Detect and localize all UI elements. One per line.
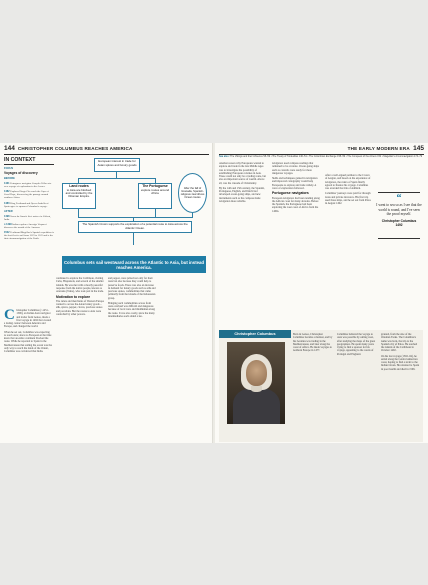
quote-author: Christopher Columbus <box>381 218 417 223</box>
flow-diagram <box>58 157 208 251</box>
focus-label: FOCUS <box>4 167 14 170</box>
drop-cap: C <box>4 307 15 323</box>
diagram-top-box: European interest in trade for Asian spices and luxury goods <box>94 158 140 172</box>
portuguese-box: The Portuguese explore routes around Africa <box>138 183 172 209</box>
motivation-subhead: Motivation to explore <box>56 294 91 299</box>
pull-quote <box>376 195 422 227</box>
left-running-head <box>4 145 133 152</box>
right-column-3: After a well-argued petition to the Crown of Aragón, and based on the experience of navigators, the rulers of Spain finally agreed to finance his voyage. Columbus was awarded the title of Admiral. Columbus' journeys were paid for through loans and private investors. His first trip used three ships, and he set out from Palos in August 1492. <box>325 174 371 205</box>
quote-text: I went to sea so as I see that the world is round, and I've seen the proof myself. <box>376 203 422 216</box>
left-page <box>0 143 213 443</box>
bio-column-3: granted, from the size of the Ottoman Turks. The Columbus's name was born, the trip to the Spanish city of Palos. He reached the islands of the Caribbean in October 1492. On his last voyage (1502–04), he sailed along the Central American coast, hoping to find a strait to the Indian Ocean. He returned to Spain in poor health and died in 1506. <box>381 333 420 371</box>
in-context-heading: IN CONTEXT <box>4 157 54 165</box>
portuguese-subhead: Portuguese navigators <box>272 191 309 196</box>
spanish-zeal-circle: After the fall of Granada, Spanish-religious zeal drives Ocean routes <box>178 173 207 213</box>
quote-rule-bottom <box>378 238 420 239</box>
timeline-entry: 1522 Ferdinand Magellan's Spanish expedition is the first fleet to sail from 1519 to 1522 and is the first circumnavigation of the Earth. <box>4 231 54 241</box>
see-also-line: See also: The Vikings and their influence 58–59 • The Treaty of Tordesillas 146–51 • The Columbian Exchange 158–59 • The Conquest of the Aztecs 152 • Magellan's circumnavigation 174–79 <box>219 155 423 158</box>
spanish-crown-box: The Spanish Crown supports the exploration of a potential route to Asia across the Atlantic Ocean. <box>78 221 192 233</box>
right-running-head <box>348 145 424 152</box>
timeline-entry: 1431 Portuguese navigator Gonçalo Velho sets on a voyage of exploration to the Azores. <box>4 182 52 189</box>
right-column-1: Another reason why Europeans wanted to explore and trade in the late Middle Ages was to investigate the possibility of establishing European colonies in Asia. These could not only be a trading route, but also an important source of wealth. Above all, was the crusade of Christianity. By the 14th and 15th century, the Spanish, Portuguese, English, and Dutch had developed ocean-going ships, and new instruments such as the compass made navigation more reliable. <box>219 162 266 203</box>
timeline-entry: c.1499 Italian explorer Amerigo Vespucci discovers the mouth of the Amazon. <box>4 222 47 229</box>
conclusion-banner: Columbus sets sail westward across the Atlantic to Asia, but instead reaches America. <box>62 256 206 273</box>
connector <box>78 217 193 218</box>
connector <box>78 178 156 179</box>
before-label: BEFORE <box>4 177 15 180</box>
connector <box>155 209 156 217</box>
body-column-1: Christopher Columbus (c.1451–1506), an Italian-born navigator and trader from Genoa, made a first voyage in 1492 that created a lasting contact between America and Europe, and changed the world. When he set out, Columbus was expecting to reach Asia; since no European at the time knew that an entire continent blocked the route. While he reported to Spain in the Mediterranean that sailing the ocean was the only way to reach the lands of the Orient, Columbus was convinced that India. <box>4 307 52 353</box>
body-column-3: and pepper, were prized not only for their taste but also because they could help to preserve foods. There was also an increase in demand for luxury goods such as silk and precious stones, commodities that came primarily from the islands of the Indonesian group. Bringing such commodities across from Asia overland was difficult and dangerous because of local wars and middlemen along the route. It was also costly, since the many intermediaries each added a fee. <box>108 277 156 318</box>
right-page-number: 145 <box>413 145 424 152</box>
timeline-entry: 1483 King Ferdinand and Queen Isabella of Spain agree to sponsor Columbus's voyage. <box>4 201 49 208</box>
connector <box>78 209 79 217</box>
body-column-2: continued to explore the Caribbean, visiting Cuba, Hispaniola, and several of the smaller islands. He was met with a mostly peaceful response from the native people, known as Arawaks (Taíno), who took part in the trade. Motivation to explore The rulers and merchants of Western Europe wanted to access the Asian luxury goods – silk, spices, pepper, cloves, precious stones and porcelain. But the routes to Asia were controlled by other powers. <box>56 277 104 316</box>
bio-column-1: Born in Genoa, Christopher Columbus became a mariner, and by his twenties was trading in the Mediterranean, and later along the coast of Africa. He made voyages to northern Europe in 1477. <box>293 333 333 353</box>
right-chapter-title: THE EARLY MODERN ERA <box>347 146 410 151</box>
focus-value: Voyages of discovery <box>4 171 38 175</box>
quote-mark-icon: “ <box>396 193 402 204</box>
columbus-portrait <box>227 342 285 424</box>
in-context-panel <box>4 157 54 240</box>
timeline-entry: 1482 Explorer Diogo Cão reach the Cape of Good Hope, discovering the passage around southern Africa. <box>4 190 49 200</box>
land-routes-box: Land routes to Asia are blocked and controlled by the Ottoman Empire. <box>62 183 96 209</box>
left-header-rule <box>4 154 209 155</box>
after-label: AFTER <box>4 209 13 213</box>
left-page-number: 144 <box>4 145 15 152</box>
biography-panel <box>219 330 423 442</box>
right-column-2: navigators used compass readings that remained to be accurate. Ocean-going ships such as caravels were ready for more dangerous voyages. Skills and techniques gained in navigation and improved cartography would help Europeans to explore and trade widely. A wave of exploration followed. Portuguese navigators European navigators had been tending along the African coast for many decades. Before the Spanish, the Portuguese had been exploring the west coast of Africa from the 1400s. <box>272 162 320 213</box>
bio-column-2: Columbus believed the voyage to Asia was possible by sailing west, after studying the maps of the great geographers. He spent many years trying to find a sponsor for his voyage, appealing to the courts of Portugal and England. <box>337 333 376 356</box>
quote-year: 1492 <box>395 222 403 227</box>
left-chapter-title: CHRISTOPHER COLUMBUS REACHES AMERICA <box>17 146 133 151</box>
timeline-entry: 1498 Vasco da Gama's fleet arrives in Calicut, India. <box>4 214 51 221</box>
biography-title: Christopher Columbus <box>219 330 291 338</box>
connector <box>133 233 134 245</box>
